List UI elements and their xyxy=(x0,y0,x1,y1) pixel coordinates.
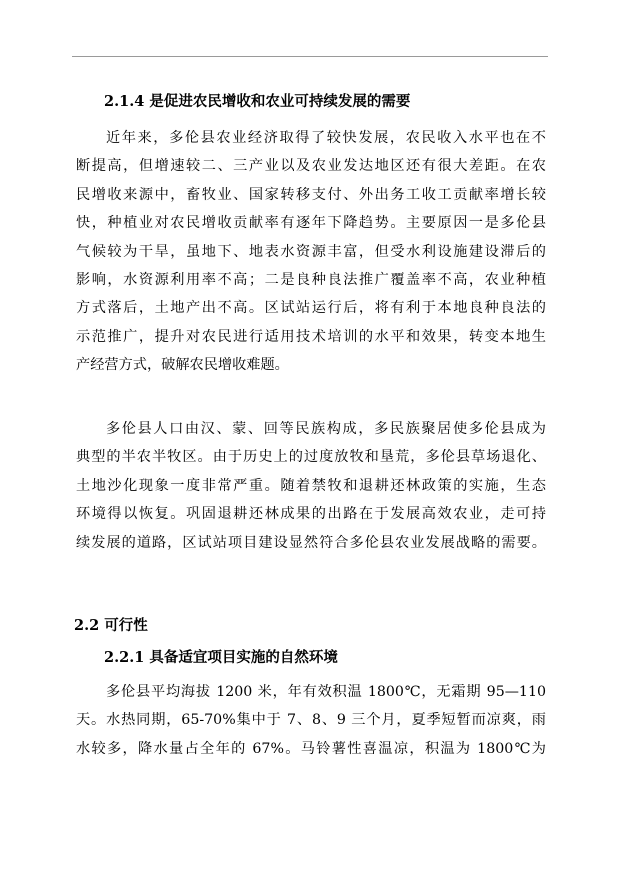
text-line: 多伦县平均海拔 1200 米，年有效积温 1800℃，无霜期 95—110 xyxy=(106,684,546,700)
text-line: 产经营方式，破解农民增收难题。 xyxy=(76,357,289,374)
paragraph-income xyxy=(76,124,546,380)
text-line: 近年来，多伦县农业经济取得了较快发展，农民收入水平也在不 xyxy=(106,130,546,146)
heading-2-1-4: 2.1.4 是促进农民增收和农业可持续发展的需要 xyxy=(104,93,411,110)
text-line: 民增收来源中，畜牧业、国家转移支付、外出务工收工贡献率增长较 xyxy=(76,186,546,203)
text-line: 影响，水资源利用率不高；二是良种良法推广覆盖率不高，农业种植 xyxy=(76,271,546,288)
text-line: 土地沙化现象一度非常严重。随着禁牧和退耕还林政策的实施，生态 xyxy=(76,477,546,494)
paragraph-environment xyxy=(76,678,546,763)
heading-2-2: 2.2 可行性 xyxy=(74,617,148,634)
text-line: 环境得以恢复。巩固退耕还林成果的出路在于发展高效农业，走可持 xyxy=(76,506,546,523)
text-line: 天。水热同期，65-70%集中于 7、8、9 三个月，夏季短暂而凉爽，雨 xyxy=(76,712,546,729)
text-line: 快，种植业对农民增收贡献率有逐年下降趋势。主要原因一是多伦县 xyxy=(76,215,546,232)
text-line: 气候较为干旱，虽地下、地表水资源丰富，但受水利设施建设滞后的 xyxy=(76,243,546,260)
heading-2-2-1: 2.2.1 具备适宜项目实施的自然环境 xyxy=(104,649,338,666)
paragraph-ecology xyxy=(76,415,546,557)
text-line: 典型的半农半牧区。由于历史上的过度放牧和垦荒，多伦县草场退化、 xyxy=(76,449,546,466)
header-rule xyxy=(72,56,548,57)
text-line: 断提高，但增速较二、三产业以及农业发达地区还有很大差距。在农 xyxy=(76,158,546,175)
text-line: 多伦县人口由汉、蒙、回等民族构成，多民族聚居使多伦县成为 xyxy=(106,421,546,437)
text-line: 方式落后，土地产出不高。区试站运行后，将有利于本地良种良法的 xyxy=(76,300,546,317)
text-line: 续发展的道路，区试站项目建设显然符合多伦县农业发展战略的需要。 xyxy=(76,534,546,551)
text-line: 水较多，降水量占全年的 67%。马铃薯性喜温凉，积温为 1800℃为 xyxy=(76,740,546,757)
text-line: 示范推广，提升对农民进行适用技术培训的水平和效果，转变本地生 xyxy=(76,328,546,345)
